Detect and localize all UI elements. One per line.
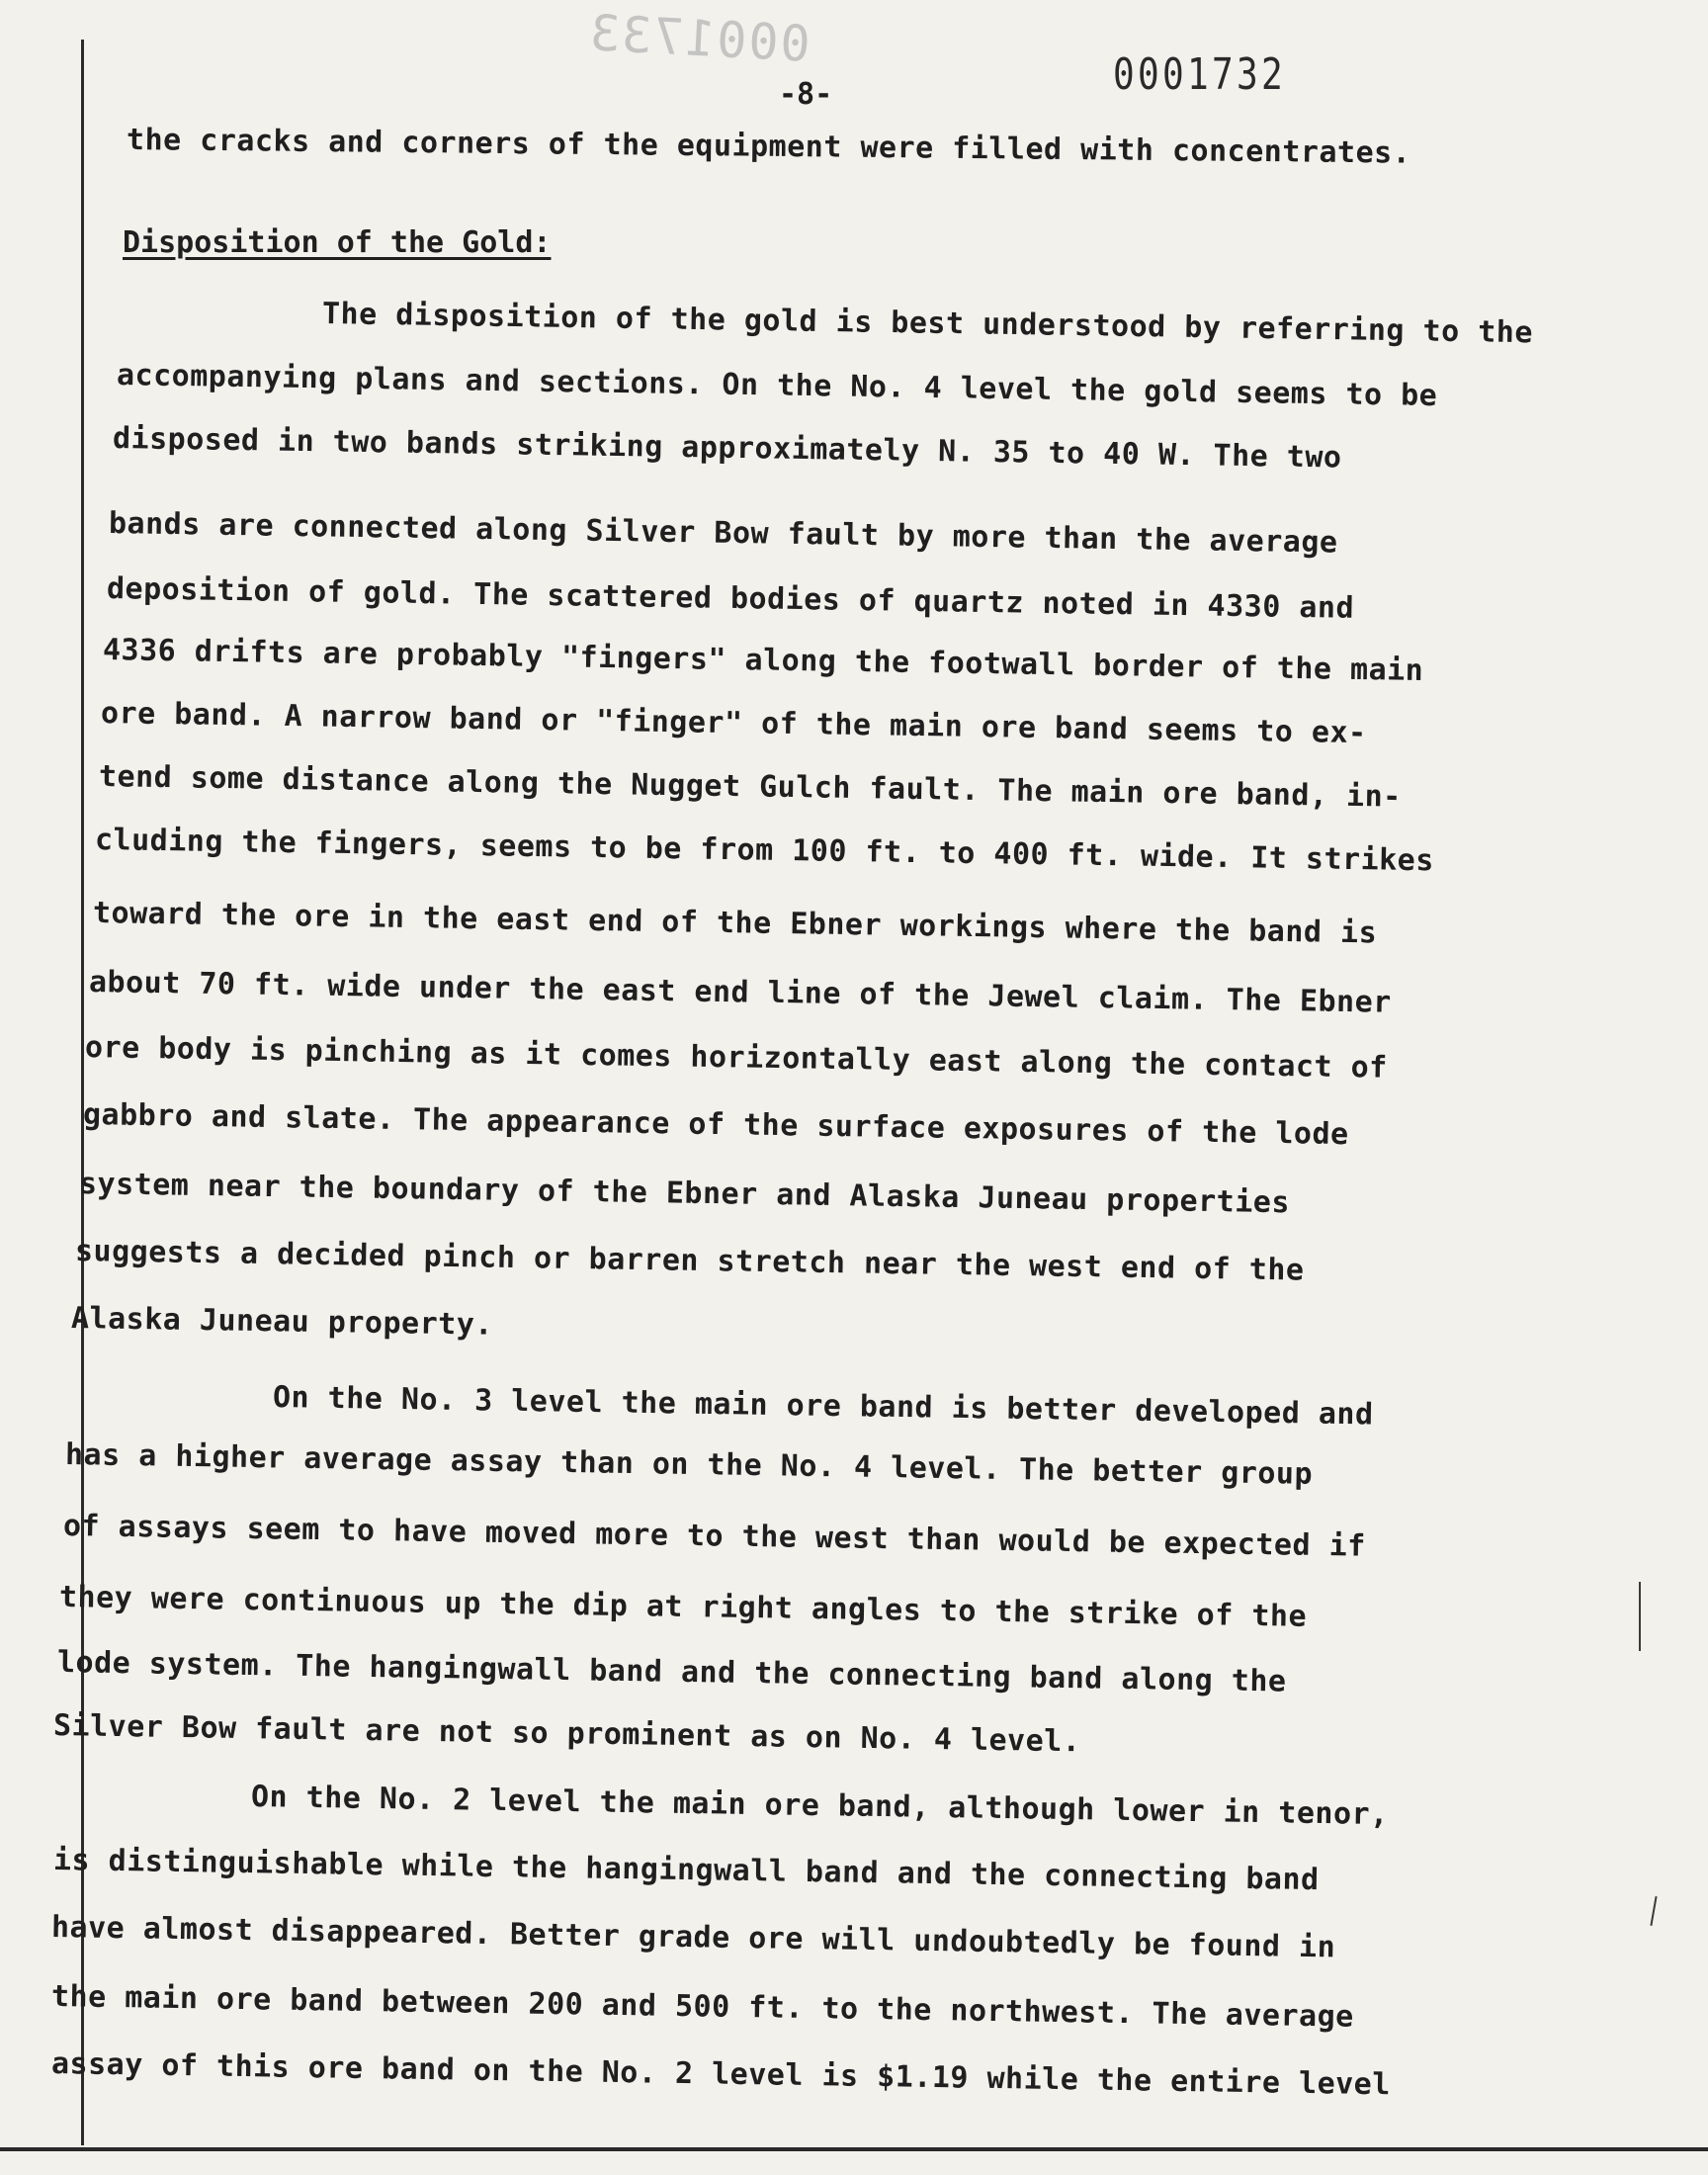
text-line: toward the ore in the east end of the Ebner workings where the band is <box>92 896 1378 951</box>
text-line: suggests a decided pinch or barren stretch near the west end of the <box>74 1234 1305 1288</box>
text-line: gabbro and slate. The appearance of the surface exposures of the lode <box>82 1097 1349 1153</box>
text-line: On the No. 2 level the main ore band, although lower in tenor, <box>250 1780 1389 1833</box>
text-line: assay of this ore band on the No. 2 level is $1.19 while the entire level <box>50 2046 1392 2103</box>
text-line: is distinguishable while the hangingwall band and the connecting band <box>52 1843 1320 1898</box>
text-line: accompanying plans and sections. On the No. 4 level the gold seems to be <box>116 358 1438 413</box>
right-margin-mark <box>1650 1896 1657 1926</box>
text-line: the main ore band between 200 and 500 ft. to the northwest. The average <box>50 1979 1354 2035</box>
ghost-stamp: 0001733 <box>586 4 812 73</box>
text-line: deposition of gold. The scattered bodies of quartz noted in 4330 and <box>106 571 1355 626</box>
text-line: about 70 ft. wide under the east end line of the Jewel claim. The Ebner <box>88 965 1392 1020</box>
section-heading: Disposition of the Gold: <box>123 225 552 260</box>
text-line: lode system. The hangingwall band and the connecting band along the <box>56 1645 1287 1699</box>
text-line: have almost disappeared. Better grade ore will undoubtedly be found in <box>50 1910 1336 1965</box>
page-number: -8- <box>779 77 833 112</box>
text-line: they were continuous up the dip at right angles to the strike of the <box>58 1580 1308 1634</box>
text-line: On the No. 3 level the main ore band is better developed and <box>272 1380 1374 1433</box>
text-line: The disposition of the gold is best understood by referring to the <box>321 297 1534 351</box>
text-line: tend some distance along the Nugget Gulch fault. The main ore band, in- <box>98 759 1402 815</box>
bottom-edge-rule <box>0 2147 1708 2151</box>
text-line: ore band. A narrow band or "finger" of the main ore band seems to ex- <box>100 696 1367 751</box>
right-margin-mark <box>1639 1582 1641 1651</box>
text-line: system near the boundary of the Ebner and Alaska Juneau properties <box>78 1167 1291 1221</box>
text-line: has a higher average assay than on the No. 4 level. The better group <box>64 1437 1314 1492</box>
text-line: of assays seem to have moved more to the west than would be expected if <box>62 1509 1366 1564</box>
text-line: 4336 drifts are probably "fingers" along the footwall border of the main <box>102 633 1424 688</box>
text-line: Alaska Juneau property. <box>70 1301 494 1343</box>
text-line: Silver Bow fault are not so prominent as on No. 4 level. <box>52 1708 1081 1760</box>
left-margin-rule <box>81 40 84 2145</box>
text-line: disposed in two bands striking approximately N. 35 to 40 W. The two <box>112 421 1342 476</box>
text-line: ore body is pinching as it comes horizontally east along the contact of <box>84 1030 1388 1086</box>
document-id-stamp: 0001732 <box>1113 49 1287 100</box>
text-line: bands are connected along Silver Bow fault by more than the average <box>108 506 1338 561</box>
text-line: the cracks and corners of the equipment were filled with concentrates. <box>126 123 1411 171</box>
text-line: cluding the fingers, seems to be from 100 ft. to 400 ft. wide. It strikes <box>94 823 1435 879</box>
